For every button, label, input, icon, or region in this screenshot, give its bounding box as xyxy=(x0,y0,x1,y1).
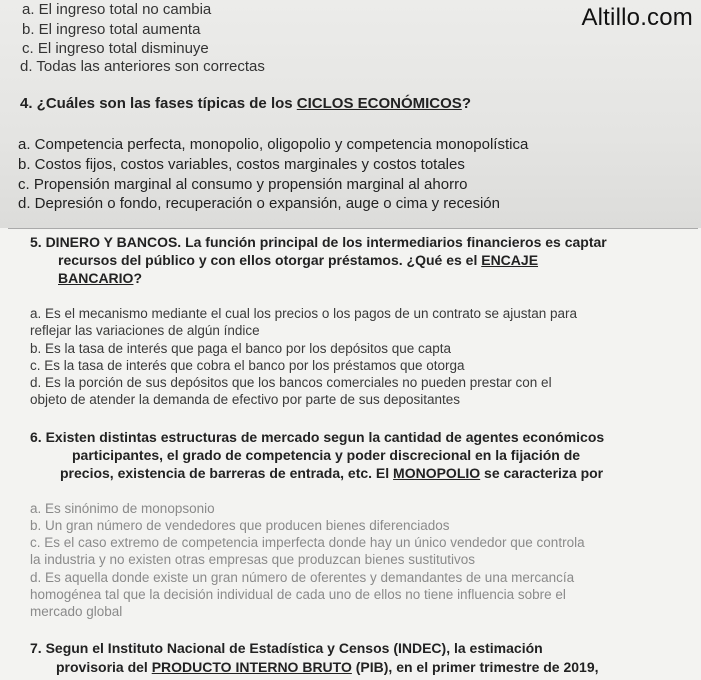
q4-option-a: a. Competencia perfecta, monopolio, oligopolio y competencia monopolística xyxy=(18,136,529,153)
q3-option-c: c. El ingreso total disminuye xyxy=(22,40,209,57)
q6-option-d: d. Es aquella donde existe un gran número de oferentes y demandantes de una mercancía xyxy=(30,570,575,585)
question-7-line-2-text: provisoria del xyxy=(56,659,152,675)
q5-option-a: a. Es el mecanismo mediante el cual los precios o los pagos de un contrato se ajustan para xyxy=(30,306,578,321)
question-7-term: PRODUCTO INTERNO BRUTO xyxy=(151,659,352,675)
q6-option-d-cont: homogénea tal que la decisión individual de cada uno de ellos no tiene influencia sobre el xyxy=(30,587,566,602)
question-5-term-part-1: ENCAJE xyxy=(481,252,539,268)
question-6-line-1: 6. Existen distintas estructuras de mercado segun la cantidad de agentes económicos xyxy=(30,429,605,445)
question-7-line-2 xyxy=(56,659,599,676)
question-4-prefix: 4. ¿Cuáles son las fases típicas de los xyxy=(20,95,297,112)
question-4-term: CICLOS ECONÓMICOS xyxy=(296,95,462,112)
q3-option-a: a. El ingreso total no cambia xyxy=(22,1,212,18)
q6-option-a: a. Es sinónimo de monopsonio xyxy=(30,501,215,516)
q3-option-b: b. El ingreso total aumenta xyxy=(22,21,201,38)
q6-option-d-cont-2: mercado global xyxy=(30,604,123,619)
question-5-term-part-2: BANCARIO xyxy=(58,270,134,286)
q5-option-d-cont: objeto de atender la demanda de efectivo por parte de sus depositantes xyxy=(30,392,461,407)
q5-option-d: d. Es la porción de sus depósitos que los bancos comerciales no pueden prestar con el xyxy=(30,375,552,390)
question-6-line-3 xyxy=(60,465,603,482)
question-5-suffix: ? xyxy=(133,270,143,286)
question-5-line-2-text: recursos del público y con ellos otorgar préstamos. ¿Qué es el xyxy=(58,252,482,268)
q6-option-c: c. Es el caso extremo de competencia imperfecta donde hay un único vendedor que controla xyxy=(30,535,585,550)
q4-option-b: b. Costos fijos, costos variables, costos marginales y costos totales xyxy=(18,156,465,173)
question-6-line-3-suffix: se caracteriza por xyxy=(480,465,604,481)
question-6-line-2: participantes, el grado de competencia y poder discrecional en la fijación de xyxy=(72,447,581,463)
question-7-line-1: 7. Segun el Instituto Nacional de Estadística y Censos (INDEC), la estimación xyxy=(30,640,543,656)
q3-option-d: d. Todas las anteriores son correctas xyxy=(20,58,265,75)
q6-option-c-cont: la industria y no existen otras empresas que produzcan bienes sustitutivos xyxy=(30,552,475,567)
q4-option-c: c. Propensión marginal al consumo y propensión marginal al ahorro xyxy=(18,176,468,193)
question-7-line-2-suffix: (PIB), en el primer trimestre de 2019, xyxy=(351,659,599,675)
q5-option-a-cont: reflejar las variaciones de algún índice xyxy=(30,323,260,338)
watermark: Altillo.com xyxy=(581,4,693,31)
q6-option-b: b. Un gran número de vendedores que producen bienes diferenciados xyxy=(30,518,450,533)
question-6-term: MONOPOLIO xyxy=(393,465,481,481)
question-5-line-3 xyxy=(58,270,142,287)
question-4-suffix: ? xyxy=(461,95,471,112)
question-4 xyxy=(20,95,471,112)
q5-option-b: b. Es la tasa de interés que paga el banco por los depósitos que capta xyxy=(30,341,452,356)
page-divider xyxy=(8,228,698,229)
q5-option-c: c. Es la tasa de interés que cobra el banco por los préstamos que otorga xyxy=(30,358,465,373)
question-5-line-2 xyxy=(58,252,538,269)
q4-option-d: d. Depresión o fondo, recuperación o expansión, auge o cima y recesión xyxy=(18,195,500,212)
question-6-line-3-text: precios, existencia de barreras de entrada, etc. El xyxy=(60,465,394,481)
question-5-line-1: 5. DINERO Y BANCOS. La función principal de los intermediarios financieros es captar xyxy=(30,234,607,250)
